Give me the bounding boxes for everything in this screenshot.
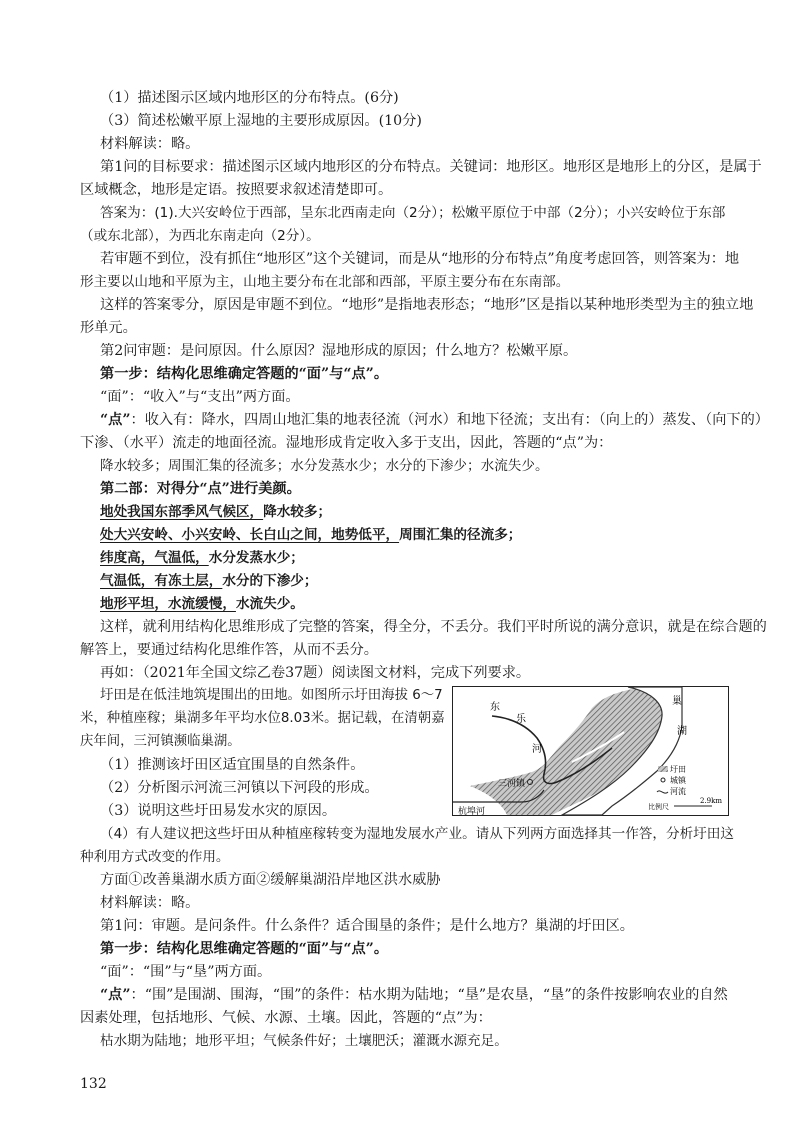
paragraph-line: 第2问审题：是问原因。什么原因？湿地形成的原因；什么地方？松嫩平原。 xyxy=(100,343,578,359)
answer-line: 降水较多；周围汇集的径流多；水分发蒸水少；水分的下渗少；水流失少。 xyxy=(100,458,549,474)
paragraph-line: 形单元。 xyxy=(80,320,137,336)
paragraph-line: 第1问的目标要求：描述图示区域内地形区的分布特点。关键词：地形区。地形区是地形上的分区，是属于 xyxy=(100,159,762,175)
question-2: （2）分析图示河流三河镇以下河段的形成。 xyxy=(100,780,379,796)
paragraph-line: 再如：（2021年全国文综乙卷37题）阅读图文材料，完成下列要求。 xyxy=(100,665,531,681)
answer-line: 地处我国东部季风气候区，降水较多； xyxy=(100,504,332,520)
answer-line: 气温低，有冻土层，水分的下渗少； xyxy=(100,573,318,589)
question-1: （1）推测该圩田区适宜围垦的自然条件。 xyxy=(100,757,365,773)
question-3: （3）简述松嫩平原上湿地的主要形成原因。(10分) xyxy=(100,113,422,129)
step-heading: 第二部：对得分“点”进行美颜。 xyxy=(100,481,301,497)
page-number: 132 xyxy=(80,1076,107,1092)
answer-line: 纬度高，气温低，水分发蒸水少； xyxy=(100,550,304,566)
answer-line: 枯水期为陆地；地形平坦；气候条件好；土壤肥沃；灌溉水源充足。 xyxy=(100,1033,508,1049)
legend-polder-label: 圩田 xyxy=(670,765,686,774)
question-1: （1）描述图示区域内地形区的分布特点。(6分) xyxy=(100,90,399,106)
material-note: 材料解读：略。 xyxy=(100,895,200,911)
river-label-he: 河 xyxy=(532,744,542,755)
paragraph-line: 这样的答案零分，原因是审题不到位。“地形”是指地表形态；“地形”区是指以某种地形类型为主的独立地 xyxy=(100,297,754,313)
question-4: （4）有人建议把这些圩田从种植座稼转变为湿地发展水产业。请从下列两方面选择其一作答，分析圩田这 xyxy=(100,826,734,842)
paragraph-line: 第1问：审题。是问条件。什么条件？适合围垦的条件；是什么地方？巢湖的圩田区。 xyxy=(100,918,634,934)
paragraph-line: 这样，就利用结构化思维形成了完整的答案，得全分，不丢分。我们平时所说的满分意识，就是在综合题的 xyxy=(100,619,767,635)
paragraph-line: 若审题不到位，没有抓住“地形区”这个关键词，而是从“地形的分布特点”角度考虑回答，则答案为：地 xyxy=(100,251,740,267)
lake-label-2: 湖 xyxy=(677,726,687,737)
material-line: 庆年间，三河镇濒临巢湖。 xyxy=(80,734,241,749)
paragraph-line: “点”：收入有：降水，四周山地汇集的地表径流（河水）和地下径流；支出有：（向上的）蒸发、（向下的） xyxy=(100,412,769,428)
paragraph-line: “面”：“收入”与“支出”两方面。 xyxy=(100,389,300,405)
river-label-east: 东 xyxy=(490,702,500,713)
question-3: （3）说明这些圩田易发水灾的原因。 xyxy=(100,803,337,819)
question-4: 种利用方式改变的作用。 xyxy=(80,849,230,865)
step-heading: 第一步：结构化思维确定答题的“面”与“点”。 xyxy=(100,366,389,382)
material-line: 圩田是在低洼地筑堤围出的田地。如图所示圩田海拔 6～7 xyxy=(100,688,443,703)
legend-polder-swatch xyxy=(658,766,668,772)
scale-label: 比例尺 xyxy=(648,803,669,811)
step-heading: 第一步：结构化思维确定答题的“面”与“点”。 xyxy=(100,941,389,957)
lake-label-1: 巢 xyxy=(672,696,682,707)
answer-line: 形主要以山地和平原为主，山地主要分布在北部和西部，平原主要分布在东南部。 xyxy=(80,274,570,290)
polder-map-figure xyxy=(452,686,729,816)
answer-line: 处大兴安岭、小兴安岭、长白山之间，地势低平，周围汇集的径流多； xyxy=(100,527,522,543)
river-label-le: 乐 xyxy=(516,714,526,725)
paragraph-line: 解答上，要通过结构化思维作答，从而不丢分。 xyxy=(80,642,378,658)
option-line: 方面①改善巢湖水质方面②缓解巢湖沿岸地区洪水威胁 xyxy=(100,872,441,888)
legend-river-label: 河流 xyxy=(670,787,686,796)
answer-line: 答案为：(1).大兴安岭位于西部，呈东北西南走向（2分）；松嫩平原位于中部（2分）；小兴安岭位于东部 xyxy=(100,205,726,221)
paragraph-line: 下渗、（水平）流走的地面径流。湿地形成肯定收入多于支出，因此，答题的“点”为： xyxy=(80,435,613,451)
paragraph-line: “面”：“围”与“垦”两方面。 xyxy=(100,964,272,980)
paragraph-line: “点”：“围”是围湖、围海，“围”的条件：枯水期为陆地；“垦”是农垦，“垦”的条件按影响农业的自然 xyxy=(100,987,728,1003)
legend-town-label: 城镇 xyxy=(670,776,686,785)
town-label: 三河镇 xyxy=(498,779,526,789)
point-label: “点” xyxy=(100,987,131,1003)
paragraph-line: 因素处理，包括地形、气候、水源、土壤。因此，答题的“点”为： xyxy=(80,1010,492,1026)
scale-value: 2.9km xyxy=(700,797,723,805)
answer-line: （或东北部），为西北东南走向（2分）。 xyxy=(80,228,320,244)
canal-label: 杭埠河 xyxy=(458,807,486,816)
answer-line: 地形平坦，水流缓慢，水流失少。 xyxy=(100,596,304,612)
paragraph-line: 区域概念，地形是定语。按照要求叙述清楚即可。 xyxy=(80,182,393,198)
material-line: 米，种植座稼；巢湖多年平均水位8.03米。据记载，在清朝嘉 xyxy=(80,711,445,726)
material-note: 材料解读：略。 xyxy=(100,136,200,152)
point-label: “点” xyxy=(100,412,131,428)
